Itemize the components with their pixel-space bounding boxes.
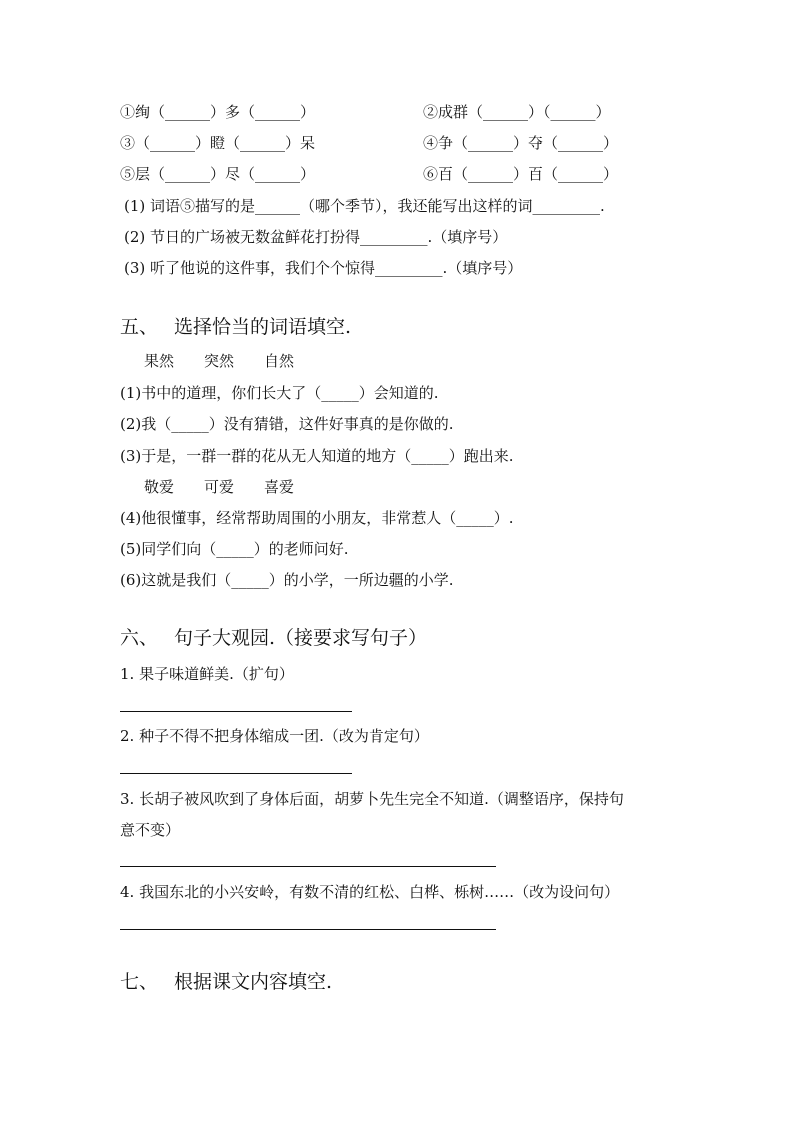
section-7-heading [120,969,332,995]
answer-line-3[interactable] [120,866,496,867]
sentence-task-3: 3. 长胡子被风吹到了身体后面，胡萝卜先生完全不知道.（调整语序，保持句 [120,790,624,808]
word-option: 可爱 [204,478,235,496]
section-7-number: 七、 [120,971,159,993]
sentence-task-4: 4. 我国东北的小兴安岭，有数不清的红松、白桦、栎树……（改为设问句） [120,883,620,901]
section-6-heading [120,625,427,651]
idiom-5: ⑤层（______）尽（______） [120,165,316,183]
answer-line-1[interactable] [120,711,352,712]
section-6-title: 句子大观园.（接要求写句子） [174,627,428,649]
question-5-3: (3)于是，一群一群的花从无人知道的地方（_____）跑出来. [120,447,514,465]
answer-line-2[interactable] [120,773,352,774]
idiom-6: ⑥百（______）百（______） [423,165,619,183]
question-4-3: (3) 听了他说的这件事，我们个个惊得_________.（填序号） [124,259,523,277]
section-6-number: 六、 [120,627,159,649]
word-option: 敬爱 [144,478,175,496]
word-option: 喜爱 [264,478,295,496]
question-5-4: (4)他很懂事，经常帮助周围的小朋友，非常惹人（_____）. [120,509,514,527]
idiom-2: ②成群（______）（______） [423,103,611,121]
question-5-1: (1)书中的道理，你们长大了（_____）会知道的. [120,384,439,402]
sentence-task-3-cont: 意不变） [120,821,181,839]
question-5-2: (2)我（_____）没有猜错，这件好事真的是你做的. [120,415,454,433]
word-option: 突然 [204,352,235,370]
word-bank-1 [144,351,324,371]
section-5-title: 选择恰当的词语填空. [174,316,352,338]
sentence-task-1: 1. 果子味道鲜美.（扩句） [120,665,294,683]
section-5-number: 五、 [120,316,159,338]
question-4-1: (1) 词语⑤描写的是______（哪个季节），我还能写出这样的词_________. [124,197,605,215]
section-7-title: 根据课文内容填空. [174,971,333,993]
question-5-6: (6)这就是我们（_____）的小学，一所边疆的小学. [120,571,454,589]
word-option: 自然 [264,352,295,370]
sentence-task-2: 2. 种子不得不把身体缩成一团.（改为肯定句） [120,727,429,745]
idiom-3: ③（______）瞪（______）呆 [120,134,316,152]
question-5-5: (5)同学们向（_____）的老师问好. [120,540,349,558]
answer-line-4[interactable] [120,929,496,930]
question-4-2: (2) 节日的广场被无数盆鲜花打扮得_________.（填序号） [124,228,508,246]
word-option: 果然 [144,352,175,370]
idiom-1: ①绚（______）多（______） [120,103,316,121]
section-5-heading [120,314,351,340]
word-bank-2 [144,477,324,497]
idiom-4: ④争（______）夺（______） [423,134,619,152]
